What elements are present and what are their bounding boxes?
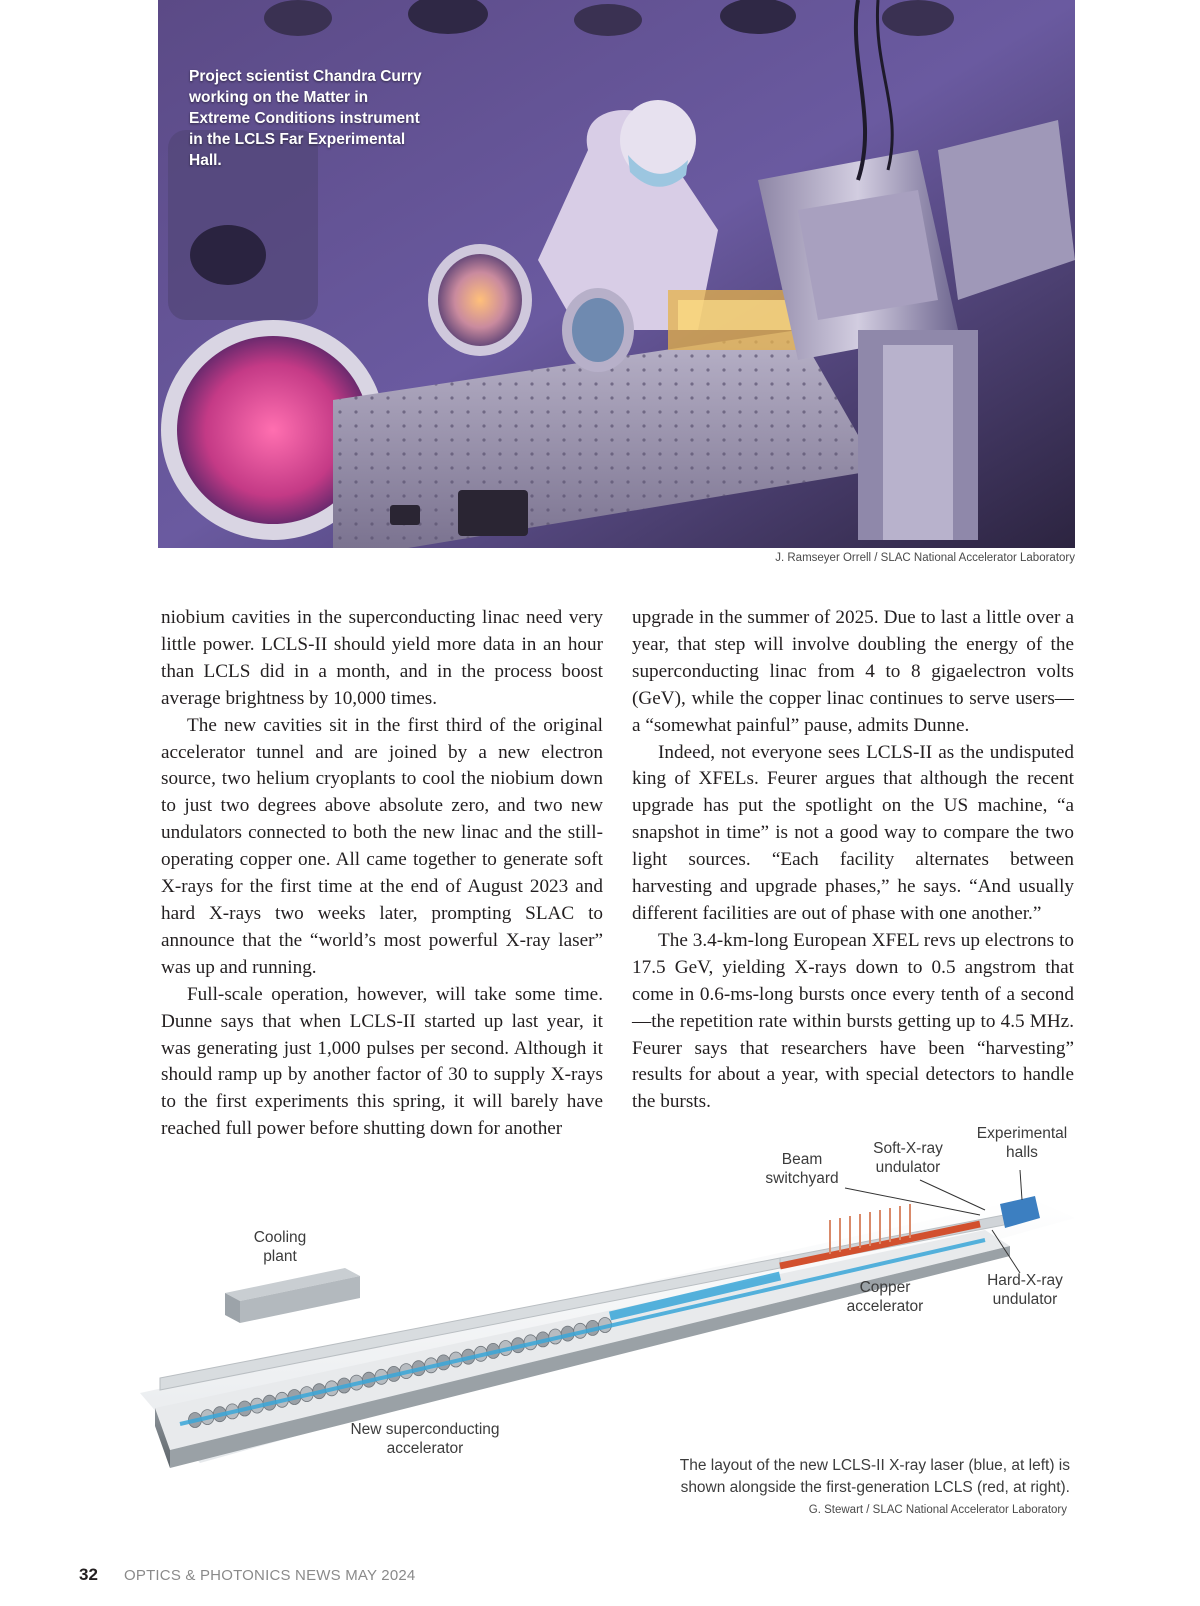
diagram-credit: G. Stewart / SLAC National Accelerator Laboratory: [808, 1504, 1067, 1516]
photo-caption: Project scientist Chandra Curry working on the Matter in Extreme Conditions instrument in the LCLS Far Experimental Hall.: [189, 68, 422, 169]
article-column-right: [632, 605, 1074, 1116]
page-number: 32: [79, 1565, 98, 1584]
paragraph: The new cavities sit in the first third of the original accelerator tunnel and are joined by a new electron source, two helium cryoplants to cool the niobium down to just two degrees above absolute zero, and two new undulators connected to both the new linac and the still-operating copper one. All came together to generate soft X-rays for the first time at the end of August 2023 and hard X-rays two weeks later, prompting SLAC to announce that the “world’s most powerful X-ray laser” was up and running.: [161, 714, 603, 978]
label-beam-switchyard: Beam switchyard: [765, 1151, 839, 1187]
photo-credit: J. Ramseyer Orrell / SLAC National Accelerator Laboratory: [775, 552, 1075, 564]
label-soft-xray-undulator: Soft-X-ray undulator: [873, 1140, 943, 1176]
label-cooling-plant: Cooling plant: [253, 1229, 307, 1265]
publication-name: OPTICS & PHOTONICS NEWS MAY 2024: [124, 1567, 416, 1584]
label-experimental-halls: Experimental halls: [976, 1125, 1068, 1161]
paragraph: Indeed, not everyone sees LCLS-II as the undisputed king of XFELs. Feurer argues that although the recent upgrade has put the spotlight on the US machine, “a snapshot in time” is not a good way to compare the two light sources. “Each facility alternates between harvesting and upgrade phases,” he says. “And usually different facilities are out of phase with one another.”: [632, 741, 1074, 924]
label-copper-accelerator: Copper accelerator: [846, 1279, 924, 1315]
diagram-caption: The layout of the new LCLS-II X-ray laser (blue, at left) is shown alongside the first-generation LCLS (red, at right).: [679, 1457, 1070, 1496]
paragraph: upgrade in the summer of 2025. Due to last a little over a year, that step will involve doubling the energy of the superconducting linac from 4 to 8 gigaelectron volts (GeV), while the copper linac continues to serve users—a “somewhat painful” pause, admits Dunne.: [632, 607, 1074, 736]
paragraph: The 3.4-km-long European XFEL revs up electrons to 17.5 GeV, yielding X-rays down to 0.5 angstrom that come in 0.6-ms-long bursts once every tenth of a second—the repetition rate within bursts getting up to 4.5 MHz. Feurer says that researchers have been “harvesting” results for about a year, with special detectors to handle the bursts.: [632, 929, 1074, 1113]
paragraph: niobium cavities in the superconducting linac need very little power. LCLS-II should yield more data in an hour than LCLS did in a month, and in the process boost average brightness by 10,000 times.: [161, 607, 603, 709]
label-hard-xray-undulator: Hard-X-ray undulator: [987, 1272, 1063, 1308]
label-new-superconducting-accelerator: New superconducting accelerator: [350, 1421, 500, 1457]
paragraph: Full-scale operation, however, will take some time. Dunne says that when LCLS-II started up last year, it was generating just 1,000 pulses per second. Although it should ramp up by another factor of 30 to supply X-rays to the first experiments this spring, it will barely have reached full power before shutting down for another: [161, 983, 603, 1140]
lab-photo: [158, 0, 1075, 548]
article-column-left: [161, 605, 603, 1143]
